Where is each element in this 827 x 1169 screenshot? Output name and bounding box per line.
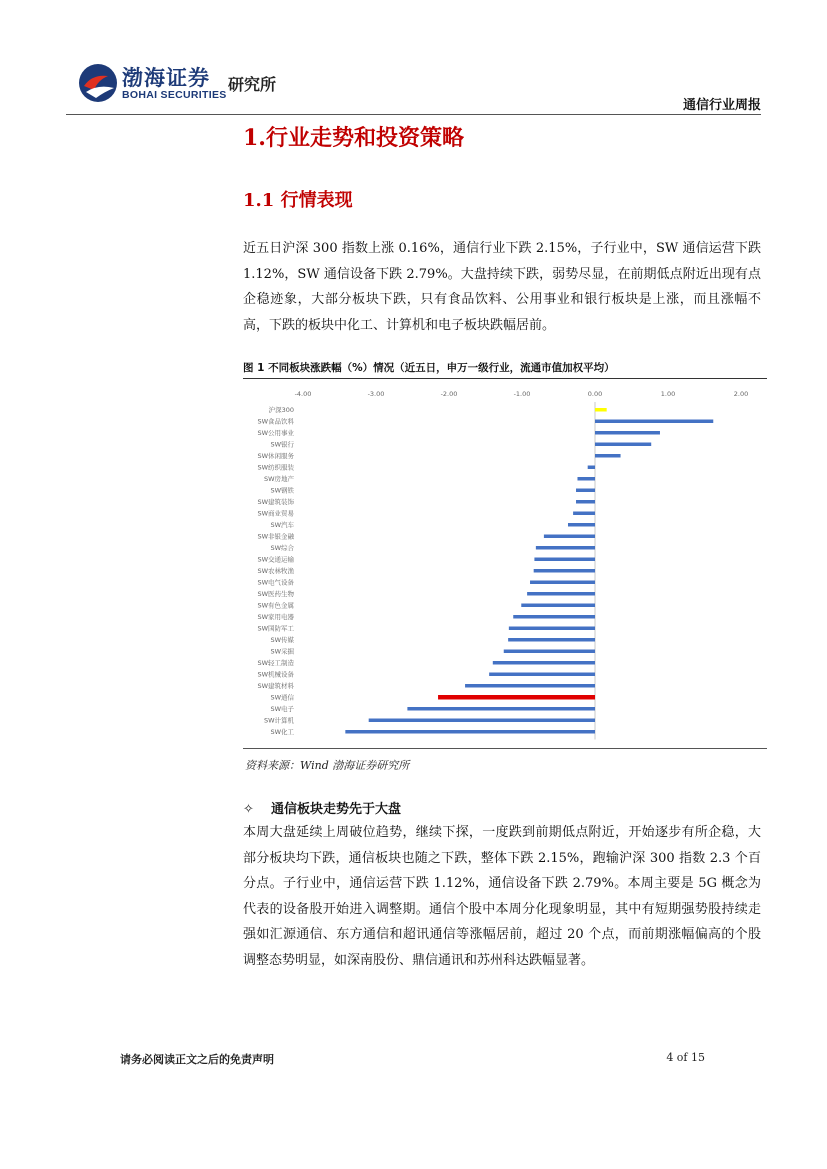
bar xyxy=(588,466,595,470)
category-label: SW国防军工 xyxy=(257,624,294,633)
category-label: SW公用事业 xyxy=(257,429,294,438)
bar xyxy=(509,627,595,631)
category-label: SW商业贸易 xyxy=(257,509,294,518)
bar xyxy=(595,443,651,447)
bar xyxy=(568,523,595,527)
category-label: SW休闲服务 xyxy=(257,452,294,461)
category-label: SW家用电器 xyxy=(257,613,294,622)
bar xyxy=(493,661,595,665)
category-label: SW通信 xyxy=(270,693,294,702)
x-tick-label: 2.00 xyxy=(733,390,749,398)
category-label: SW农林牧渔 xyxy=(257,567,294,576)
x-tick-label: -1.00 xyxy=(513,390,531,398)
bohai-logo-icon xyxy=(78,62,118,104)
bar xyxy=(489,673,595,677)
bar xyxy=(513,615,595,619)
bar xyxy=(577,477,595,481)
bar xyxy=(595,420,713,424)
category-label: SW轻工制造 xyxy=(257,659,294,668)
bar xyxy=(573,512,595,516)
category-label: SW机械设备 xyxy=(257,670,294,679)
category-label: SW医药生物 xyxy=(257,590,294,599)
category-label: SW采掘 xyxy=(270,647,294,656)
category-label: SW纺织服装 xyxy=(257,463,294,472)
category-label: SW银行 xyxy=(270,440,294,449)
category-label: SW非银金融 xyxy=(257,532,294,541)
x-tick-label: -4.00 xyxy=(294,390,312,398)
bullet-title: 通信板块走势先于大盘 xyxy=(271,802,402,817)
section-subtitle: 1.1 行情表现 xyxy=(243,190,353,211)
institute-name: 研究所 xyxy=(228,75,277,94)
bar xyxy=(536,546,595,550)
category-label: SW电子 xyxy=(270,705,294,714)
bar xyxy=(521,604,595,608)
category-label: SW化工 xyxy=(270,728,294,737)
header-divider xyxy=(66,114,761,115)
category-label: SW建筑装饰 xyxy=(257,498,294,507)
bar xyxy=(369,719,595,723)
x-tick-label: 0.00 xyxy=(587,390,603,398)
bullet-heading xyxy=(243,798,401,817)
category-label: SW汽车 xyxy=(270,521,294,530)
report-type: 通信行业周报 xyxy=(682,98,761,113)
bar xyxy=(508,638,595,642)
x-tick-label: -3.00 xyxy=(367,390,385,398)
category-label: SW综合 xyxy=(270,544,294,553)
bar xyxy=(595,454,621,458)
bar xyxy=(438,695,595,700)
logo-chinese-name: 渤海证券 xyxy=(122,65,210,90)
section-title: 1.行业走势和投资策略 xyxy=(243,125,464,151)
bar xyxy=(544,535,595,539)
bar xyxy=(534,569,595,573)
bar xyxy=(576,500,595,504)
figure-bottom-rule xyxy=(243,748,767,749)
category-label: SW交通运输 xyxy=(257,555,294,564)
bar xyxy=(407,707,595,711)
bar xyxy=(504,650,595,654)
figure-source: 资料来源：Wind 渤海证券研究所 xyxy=(245,759,410,772)
category-label: SW电气设备 xyxy=(257,578,294,587)
diamond-bullet-icon: ✧ xyxy=(243,802,254,817)
weekly-review-paragraph: 本周大盘延续上周破位趋势，继续下探，一度跌到前期低点附近，开始逐步有所企稳，大部分板块均下跌，通信板块也随之下跌，整体下跌 2.15%，跑输沪深 300 指数 2.3 个百分点。子行业中，通信运营下跌 1.12%，通信设备下跌 2.79%。本周主要是 5G 概念为代表的设备股开始进入调整期。通信个股中本周分化现象明显，其中有短期强势股持续走强如汇源通信、东方通信和超讯通信等涨幅居前，超过 20 个点，而前期涨幅偏高的个股调整态势明显，如深南股份、鼎信通讯和苏州科达跌幅显著。 xyxy=(243,825,761,968)
category-label: SW建筑材料 xyxy=(257,682,294,691)
company-logo xyxy=(78,62,288,106)
bar xyxy=(576,489,595,493)
category-label: SW传媒 xyxy=(270,636,294,645)
category-label: SW房地产 xyxy=(263,475,294,484)
page-number: 4 of 15 xyxy=(666,1051,705,1064)
bar xyxy=(465,684,595,688)
category-label: SW食品饮料 xyxy=(257,417,294,426)
category-label: SW钢铁 xyxy=(270,486,294,495)
x-tick-label: -2.00 xyxy=(440,390,458,398)
logo-english-name: BOHAI SECURITIES xyxy=(122,89,227,101)
bar xyxy=(595,408,607,412)
sector-change-bar-chart xyxy=(243,382,767,746)
category-label: 沪深300 xyxy=(268,406,294,415)
category-label: SW有色金属 xyxy=(257,601,294,610)
x-tick-label: 1.00 xyxy=(660,390,676,398)
figure-caption: 图 1 不同板块涨跌幅（%）情况（近五日，申万一级行业，流通市值加权平均） xyxy=(243,362,615,374)
figure-top-rule xyxy=(243,378,767,379)
bar xyxy=(534,558,595,562)
bar xyxy=(345,730,595,734)
category-label: SW计算机 xyxy=(263,716,294,725)
bar xyxy=(595,431,660,435)
market-performance-paragraph: 近五日沪深 300 指数上涨 0.16%，通信行业下跌 2.15%，子行业中，SW 通信运营下跌 1.12%，SW 通信设备下跌 2.79%。大盘持续下跌，弱势尽显，在前期低点附近出现有点企稳迹象，大部分板块下跌，只有食品饮料、公用事业和银行板块是上涨，而且涨幅不高，下跌的板块中化工、计算机和电子板块跌幅居前。 xyxy=(243,241,761,333)
footer-disclaimer: 请务必阅读正文之后的免责声明 xyxy=(120,1053,274,1066)
bar xyxy=(527,592,595,596)
bar xyxy=(530,581,595,585)
